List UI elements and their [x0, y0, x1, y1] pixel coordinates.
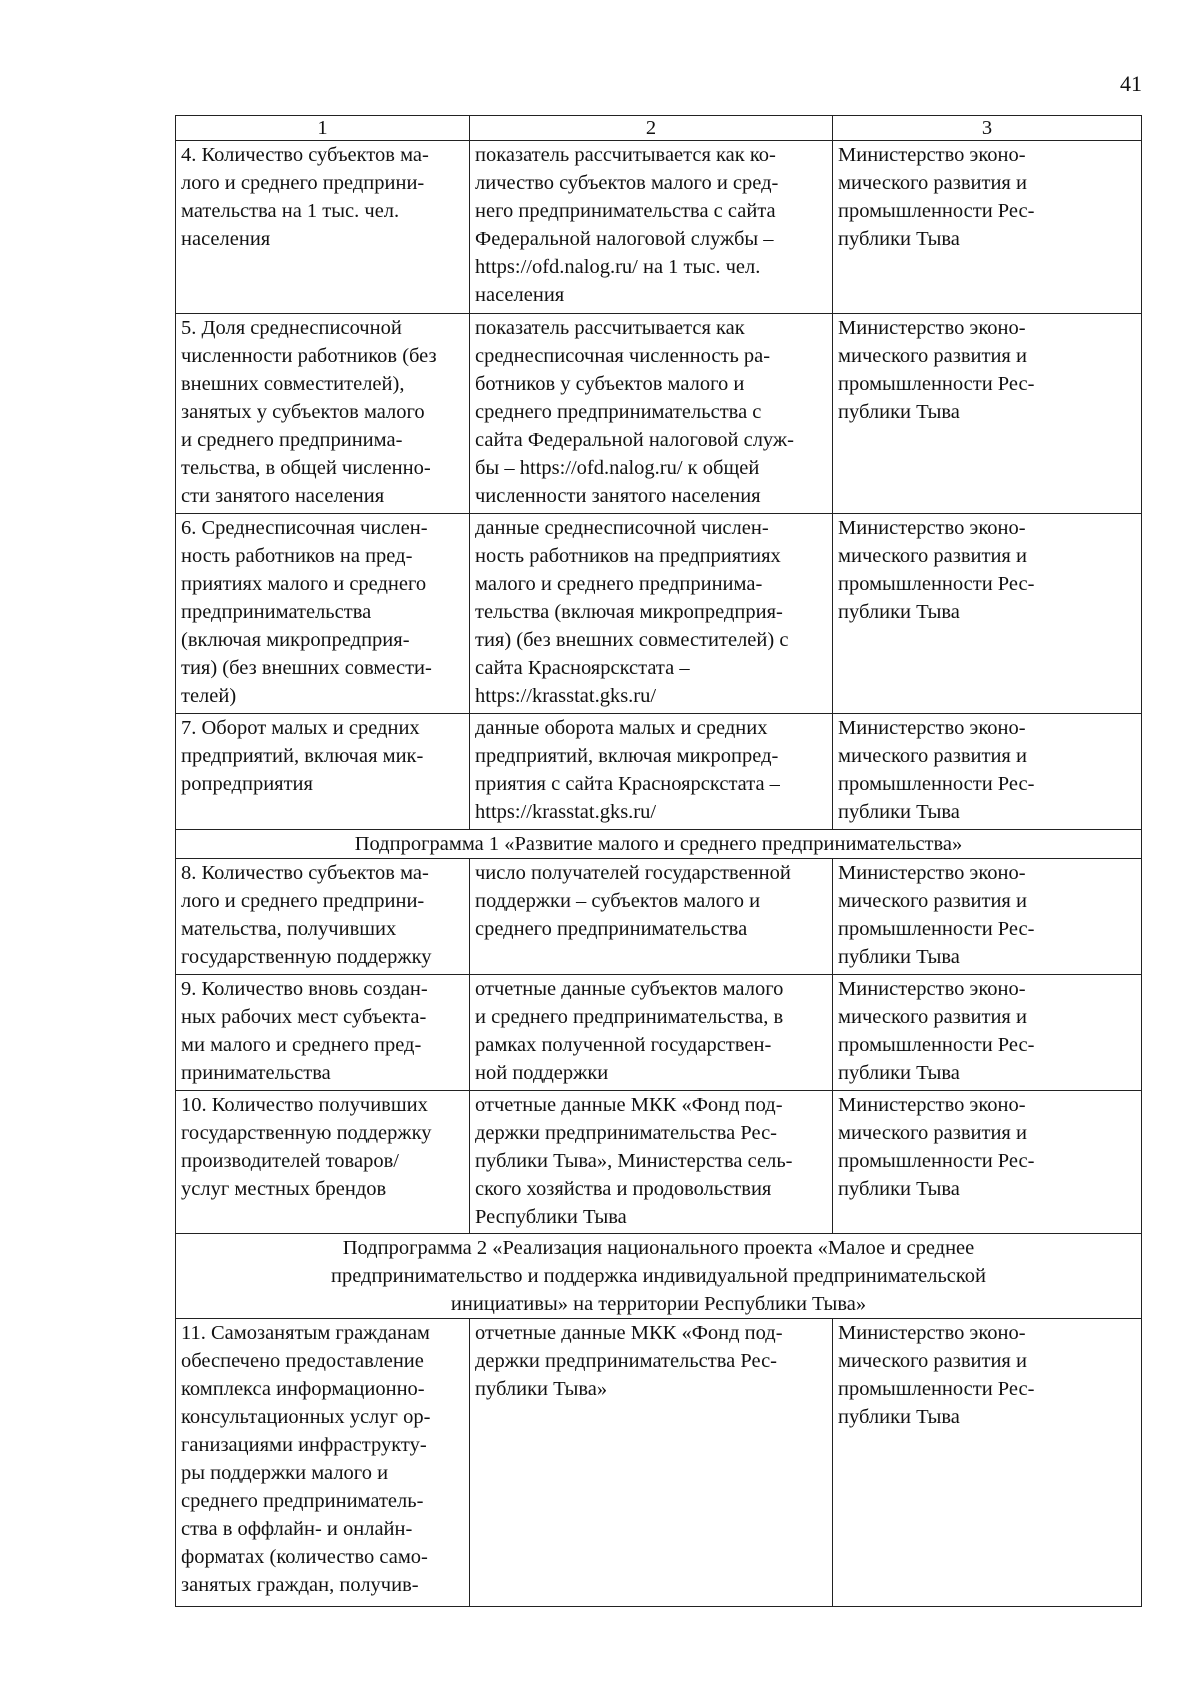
responsible-body: Министерство эконо- мического развития и промышленности Рес- публики Тыва	[838, 717, 1035, 823]
responsible-body-cell	[833, 141, 1142, 314]
indicator-name-cell	[176, 975, 470, 1091]
calculation-method-cell	[470, 859, 833, 975]
section-row	[176, 830, 1142, 859]
table-row	[176, 1319, 1142, 1607]
calculation-method: отчетные данные субъектов малого и среднего предпринимательства, в рамках полученной государствен- ной поддержки	[475, 978, 784, 1084]
calculation-method: показатель рассчитывается как среднесписочная численность ра- ботников у субъектов малого и среднего предпринимательства с сайта Федеральной налоговой служ- бы – https://ofd.nalog.ru/ к общей численности занятого населения	[475, 317, 794, 507]
calculation-method: данные оборота малых и средних предприятий, включая микропред- приятия с сайта Красноярскстата – https://krasstat.gks.ru/	[475, 717, 780, 823]
responsible-body: Министерство эконо- мического развития и промышленности Рес- публики Тыва	[838, 144, 1035, 250]
calculation-method-cell	[470, 1319, 833, 1607]
calculation-method-cell	[470, 141, 833, 314]
responsible-body-cell	[833, 975, 1142, 1091]
table-row	[176, 141, 1142, 314]
column-header-2: 2	[470, 116, 833, 141]
indicator-name: 10. Количество получивших государственную поддержку производителей товаров/ услуг местных брендов	[181, 1094, 432, 1200]
indicator-name: 5. Доля среднесписочной численности работников (без внешних совместителей), занятых у субъектов малого и среднего предпринима- тельства, в общей численно- сти занятого населения	[181, 317, 437, 507]
responsible-body-cell	[833, 714, 1142, 830]
table-header-row	[176, 116, 1142, 141]
column-header-3: 3	[833, 116, 1142, 141]
calculation-method: данные среднесписочной числен- ность работников на предприятиях малого и среднего предпринима- тельства (включая микропредприя- тия) (без внешних совместителей) с сайта Красноярскстата – https://krasstat.gks.ru/	[475, 517, 789, 707]
responsible-body: Министерство эконо- мического развития и промышленности Рес- публики Тыва	[838, 862, 1035, 968]
calculation-method-cell	[470, 514, 833, 714]
subprogram-2-title-cell	[176, 1234, 1142, 1319]
responsible-body-cell	[833, 1091, 1142, 1234]
indicator-name: 4. Количество субъектов ма- лого и среднего предприни- мательства на 1 тыс. чел. населения	[181, 144, 429, 250]
indicator-name-cell	[176, 1319, 470, 1607]
indicator-name: 9. Количество вновь создан- ных рабочих мест субъекта- ми малого и среднего пред- принимательства	[181, 978, 428, 1084]
indicator-name-cell	[176, 514, 470, 714]
responsible-body: Министерство эконо- мического развития и промышленности Рес- публики Тыва	[838, 517, 1035, 623]
table-row	[176, 314, 1142, 514]
responsible-body: Министерство эконо- мического развития и промышленности Рес- публики Тыва	[838, 317, 1035, 423]
responsible-body-cell	[833, 1319, 1142, 1607]
responsible-body-cell	[833, 314, 1142, 514]
section-row	[176, 1234, 1142, 1319]
table-row	[176, 1091, 1142, 1234]
subprogram-2-title: Подпрограмма 2 «Реализация национального проекта «Малое и среднее предпринимательство и поддержка индивидуальной предпринимательской инициативы» на территории Республики Тыва»	[330, 1237, 987, 1315]
table-row	[176, 975, 1142, 1091]
indicator-name-cell	[176, 314, 470, 514]
table-row	[176, 859, 1142, 975]
indicator-name-cell	[176, 1091, 470, 1234]
calculation-method-cell	[470, 1091, 833, 1234]
calculation-method: показатель рассчитывается как ко- личество субъектов малого и сред- него предпринимательства с сайта Федеральной налоговой службы – https://ofd.nalog.ru/ на 1 тыс. чел. населения	[475, 144, 779, 306]
indicator-name-cell	[176, 859, 470, 975]
indicator-name: 7. Оборот малых и средних предприятий, включая мик- ропредприятия	[181, 717, 424, 795]
responsible-body: Министерство эконо- мического развития и промышленности Рес- публики Тыва	[838, 1322, 1035, 1428]
indicators-table	[175, 115, 1142, 1607]
calculation-method-cell	[470, 714, 833, 830]
indicator-name: 8. Количество субъектов ма- лого и среднего предприни- мательства, получивших государственную поддержку	[181, 862, 432, 968]
page-number: 41	[1120, 71, 1142, 96]
calculation-method: отчетные данные МКК «Фонд под- держки предпринимательства Рес- публики Тыва»	[475, 1322, 783, 1400]
responsible-body-cell	[833, 514, 1142, 714]
subprogram-1-title: Подпрограмма 1 «Развитие малого и среднего предпринимательства»	[354, 833, 963, 855]
table-row	[176, 514, 1142, 714]
indicator-name: 11. Самозанятым гражданам обеспечено предоставление комплекса информационно- консультационных услуг ор- ганизациями инфраструкту- ры поддержки малого и среднего предприниматель- ства в оффлайн- и онлайн- форматах (количество само- занятых граждан, получив-	[181, 1322, 431, 1596]
column-header-1: 1	[176, 116, 470, 141]
responsible-body-cell	[833, 859, 1142, 975]
indicator-name-cell	[176, 714, 470, 830]
responsible-body: Министерство эконо- мического развития и промышленности Рес- публики Тыва	[838, 978, 1035, 1084]
subprogram-1-title-cell	[176, 830, 1142, 859]
calculation-method-cell	[470, 975, 833, 1091]
indicator-name: 6. Среднесписочная числен- ность работников на пред- приятиях малого и среднего предпринимательства (включая микропредприя- тия) (без внешних совмести- телей)	[181, 517, 432, 707]
calculation-method: отчетные данные МКК «Фонд под- держки предпринимательства Рес- публики Тыва», Министерства сель- ского хозяйства и продовольствия Республики Тыва	[475, 1094, 793, 1228]
table-row	[176, 714, 1142, 830]
responsible-body: Министерство эконо- мического развития и промышленности Рес- публики Тыва	[838, 1094, 1035, 1200]
calculation-method-cell	[470, 314, 833, 514]
indicator-name-cell	[176, 141, 470, 314]
calculation-method: число получателей государственной поддержки – субъектов малого и среднего предпринимательства	[475, 862, 791, 940]
